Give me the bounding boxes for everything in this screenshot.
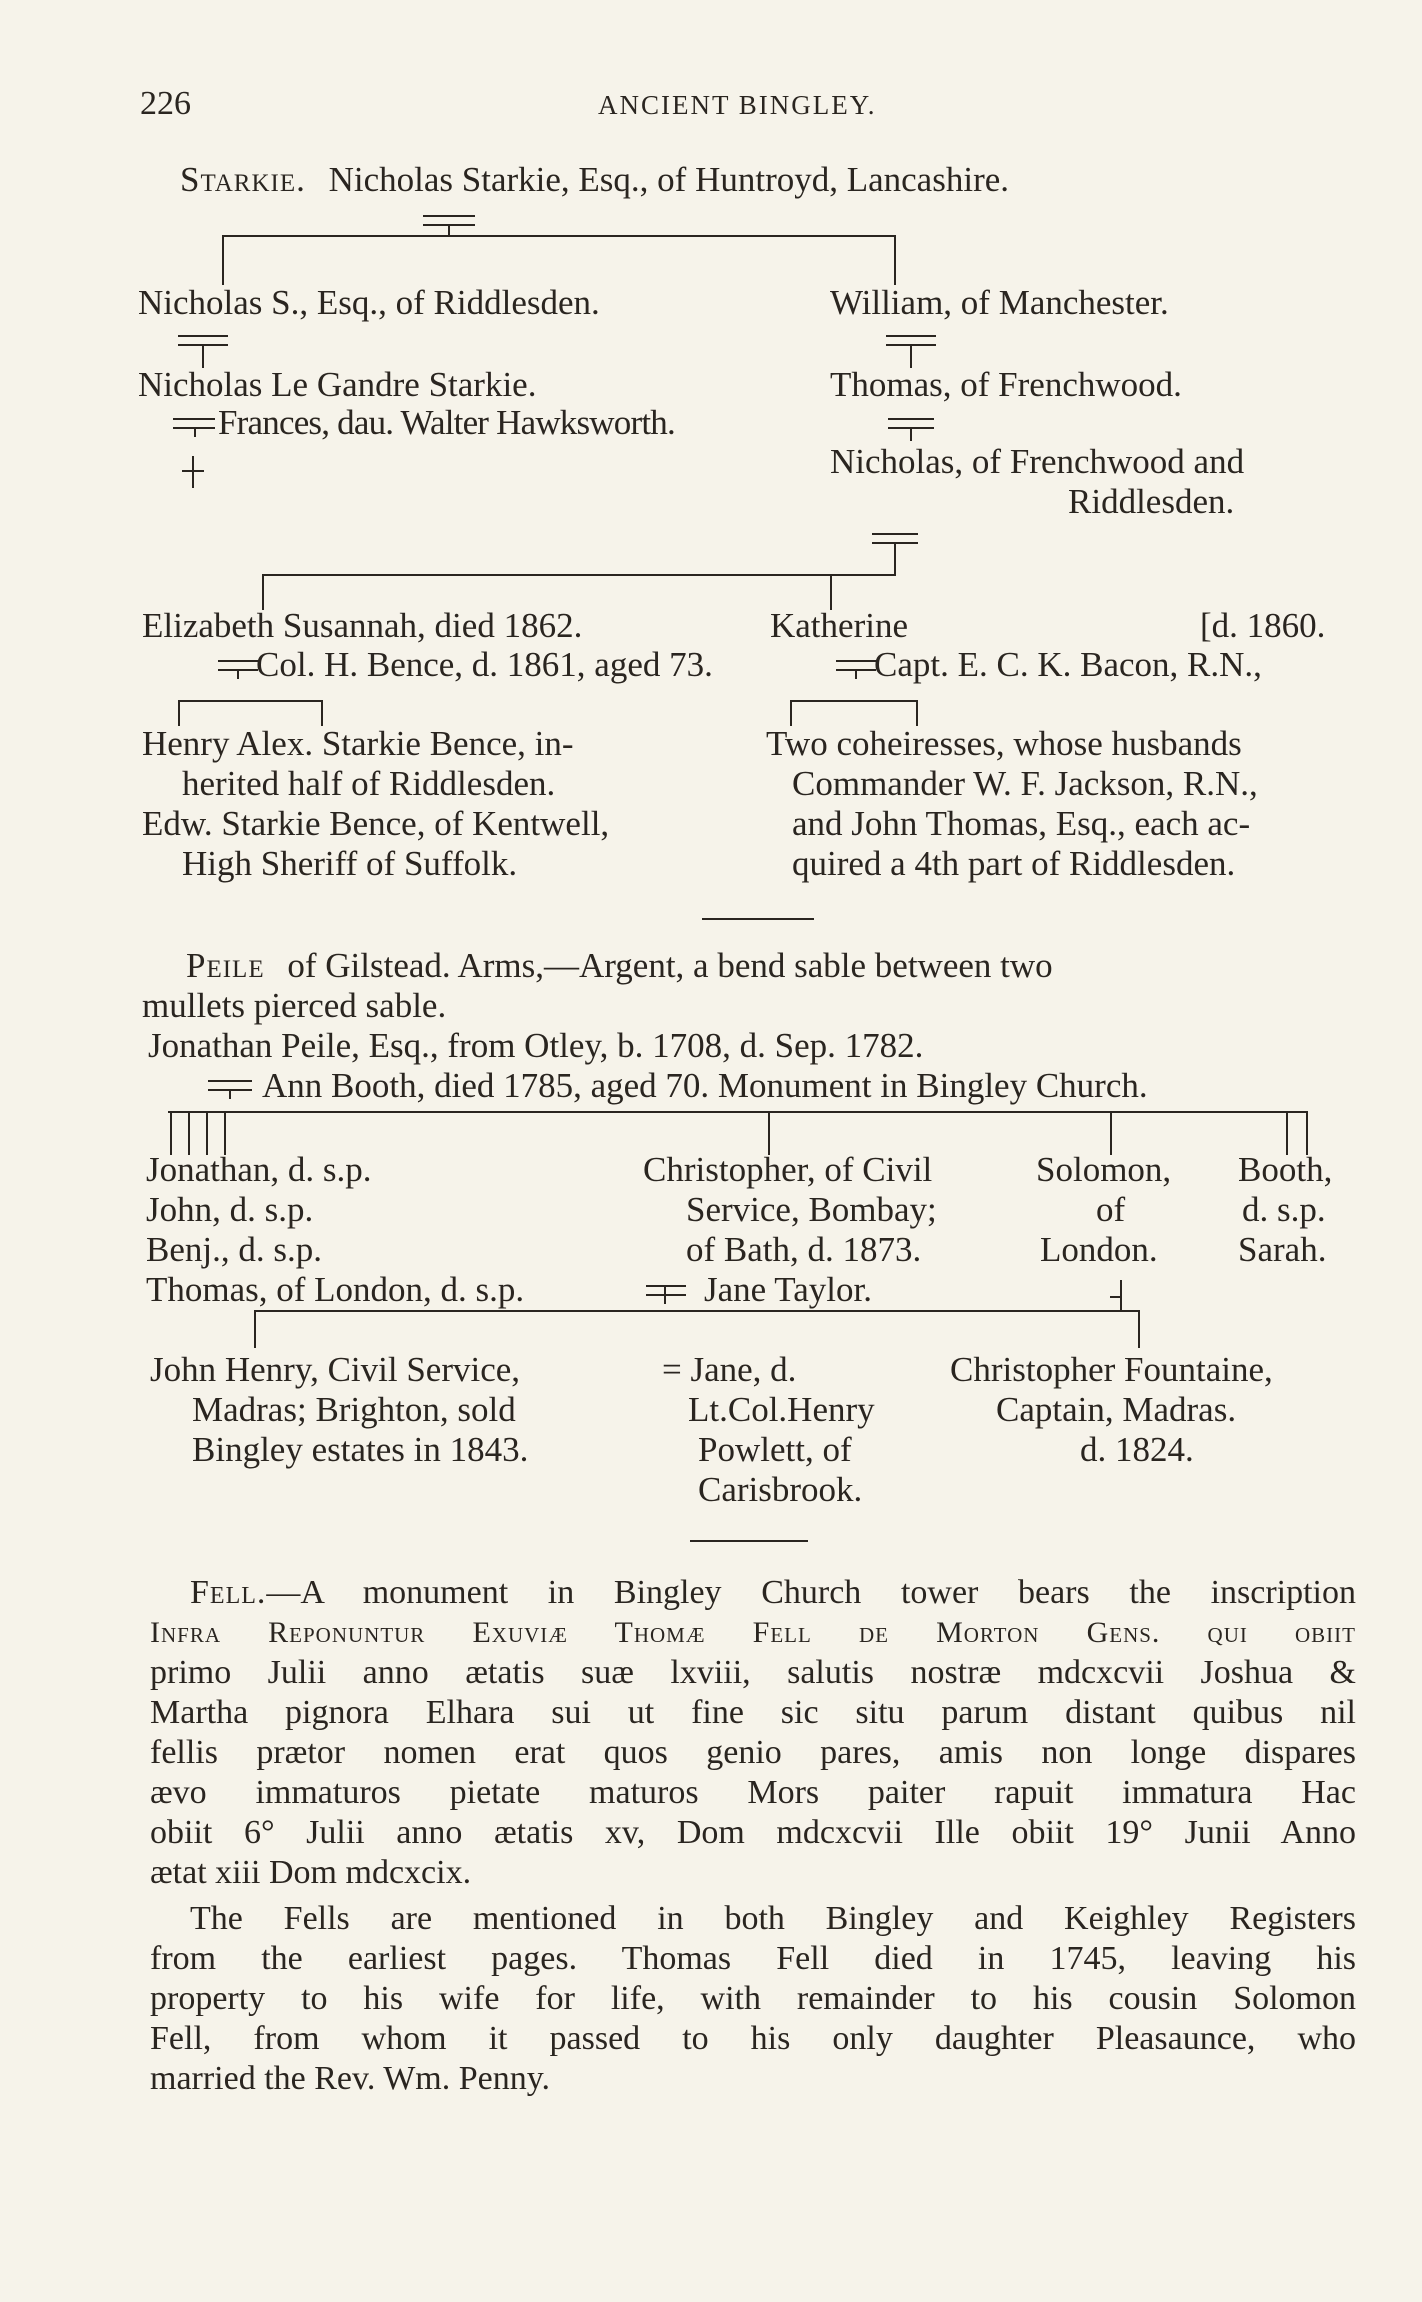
peile-label: Peile <box>186 946 265 985</box>
descent-line <box>768 1111 770 1155</box>
starkie-label: Starkie. <box>180 160 306 199</box>
fell-line-7: obiit 6° Julii anno ætatis xv, Dom mdcxcvii Ille obiit 19° Junii Anno <box>150 1814 1356 1851</box>
christopher-fountaine-1: Christopher Fountaine, <box>950 1350 1273 1389</box>
peile-child-christopher-1: Christopher, of Civil <box>643 1150 933 1189</box>
descent-line <box>262 574 264 610</box>
jane-taylor: Jane Taylor. <box>704 1270 872 1309</box>
john-henry-2: Madras; Brighton, sold <box>192 1390 516 1429</box>
jane-powlett-2: Lt.Col.Henry <box>688 1390 875 1429</box>
descent-line <box>237 669 239 679</box>
cross-sign <box>1120 1280 1122 1310</box>
sibling-line <box>178 700 323 702</box>
marriage-sign <box>208 1080 252 1082</box>
col-bence: Col. H. Bence, d. 1861, aged 73. <box>256 645 713 684</box>
fell-line-1-text: —A monument in Bingley Church tower bears the inscription <box>266 1574 1356 1611</box>
peile-child-booth-2: d. s.p. <box>1242 1190 1326 1229</box>
bence-issue-4: High Sheriff of Suffolk. <box>182 844 518 883</box>
john-henry-3: Bingley estates in 1843. <box>192 1430 529 1469</box>
fell-para2-4: Fell, from whom it passed to his only daughter Pleasaunce, who <box>150 2020 1356 2057</box>
fell-line-6: ævo immaturos pietate maturos Mors paiter rapuit immatura Hac <box>150 1774 1356 1811</box>
marriage-sign <box>872 533 918 535</box>
descent-line <box>170 1111 172 1155</box>
marriage-sign <box>888 418 934 420</box>
sibling-line <box>790 700 918 702</box>
marriage-sign <box>836 660 876 662</box>
fell-label: Fell. <box>190 1574 267 1611</box>
peile-child-thomas: Thomas, of London, d. s.p. <box>146 1270 525 1309</box>
katherine-death: [d. 1860. <box>1200 606 1326 645</box>
marriage-sign <box>646 1285 686 1287</box>
peile-intro-line <box>186 946 1360 986</box>
cross-sign <box>182 470 204 472</box>
descent-line <box>321 700 323 726</box>
starkie-root-line <box>180 160 1009 200</box>
fell-line-1 <box>190 1573 1356 1613</box>
sibling-line <box>168 1111 1308 1113</box>
marriage-sign <box>423 215 475 217</box>
descent-line <box>178 700 180 726</box>
section-divider <box>702 918 814 920</box>
nicholas-riddlesden: Nicholas S., Esq., of Riddlesden. <box>138 283 600 322</box>
descent-line <box>916 700 918 726</box>
nicholas-frenchwood-2: Riddlesden. <box>1068 482 1235 521</box>
fell-line-8: ætat xiii Dom mdcxcix. <box>150 1854 472 1891</box>
peile-child-jonathan: Jonathan, d. s.p. <box>146 1150 372 1189</box>
elizabeth-susannah: Elizabeth Susannah, died 1862. <box>142 606 583 645</box>
descent-line <box>910 427 912 441</box>
sibling-line <box>254 1310 1140 1312</box>
bacon-issue-3: and John Thomas, Esq., each ac- <box>792 804 1251 843</box>
peile-child-benj: Benj., d. s.p. <box>146 1230 322 1269</box>
descent-line <box>222 235 224 285</box>
peile-child-solomon-1: Solomon, <box>1036 1150 1172 1189</box>
descent-line <box>830 574 832 610</box>
nicholas-le-gandre: Nicholas Le Gandre Starkie. <box>138 365 537 404</box>
bence-issue-3: Edw. Starkie Bence, of Kentwell, <box>142 804 610 843</box>
peile-child-christopher-3: of Bath, d. 1873. <box>686 1230 922 1269</box>
peile-child-john: John, d. s.p. <box>146 1190 314 1229</box>
nicholas-frenchwood-1: Nicholas, of Frenchwood and <box>830 442 1245 481</box>
william-manchester: William, of Manchester. <box>830 283 1169 322</box>
descent-line <box>206 1111 208 1155</box>
john-henry-1: John Henry, Civil Service, <box>150 1350 521 1389</box>
sibling-line <box>222 235 896 237</box>
marriage-sign <box>646 1294 686 1296</box>
marriage-sign <box>178 335 228 337</box>
fell-line-4: Martha pignora Elhara sui ut fine sic situ parum distant quibus nil <box>150 1694 1356 1731</box>
descent-line <box>855 669 857 679</box>
frances-hawksworth: Frances, dau. Walter Hawksworth. <box>218 403 675 442</box>
peile-child-christopher-2: Service, Bombay; <box>686 1190 937 1229</box>
descent-line <box>664 1285 666 1304</box>
descent-line <box>894 235 896 285</box>
jane-powlett-4: Carisbrook. <box>698 1470 863 1509</box>
fell-line-2: Infra Reponuntur Exuviæ Thomæ Fell de Morton Gens. qui obiit <box>150 1616 1356 1649</box>
peile-child-booth: Booth, <box>1238 1150 1333 1189</box>
sibling-line <box>262 574 896 576</box>
marriage-sign <box>886 335 936 337</box>
descent-line <box>790 700 792 726</box>
thomas-frenchwood: Thomas, of Frenchwood. <box>830 365 1182 404</box>
fell-para2-1: The Fells are mentioned in both Bingley and Keighley Registers <box>190 1900 1356 1937</box>
cross-sign <box>192 456 194 488</box>
fell-para2-2: from the earliest pages. Thomas Fell died in 1745, leaving his <box>150 1940 1356 1977</box>
peile-child-solomon-2: of <box>1096 1190 1126 1229</box>
marriage-sign <box>218 660 258 662</box>
descent-line <box>1306 1111 1308 1155</box>
running-title: ANCIENT BINGLEY. <box>598 90 877 120</box>
peile-child-solomon-3: London. <box>1040 1230 1158 1269</box>
section-divider <box>690 1540 808 1542</box>
fell-line-5: fellis prætor nomen erat quos genio pares, amis non longe dispares <box>150 1734 1356 1771</box>
descent-line <box>188 1111 190 1155</box>
christopher-fountaine-3: d. 1824. <box>1080 1430 1194 1469</box>
fell-line-3: primo Julii anno ætatis suæ lxviii, salutis nostræ mdcxcvii Joshua & <box>150 1654 1356 1691</box>
bacon-issue-4: quired a 4th part of Riddlesden. <box>792 844 1236 883</box>
descent-line <box>1286 1111 1288 1155</box>
descent-line <box>254 1310 256 1348</box>
peile-intro: of Gilstead. Arms,—Argent, a bend sable between two <box>287 946 1053 985</box>
bence-issue-1: Henry Alex. Starkie Bence, in- <box>142 724 574 763</box>
peile-child-sarah: Sarah. <box>1238 1230 1327 1269</box>
bacon-issue-2: Commander W. F. Jackson, R.N., <box>792 764 1258 803</box>
ann-booth: Ann Booth, died 1785, aged 70. Monument in Bingley Church. <box>262 1066 1148 1105</box>
descent-line <box>229 1089 231 1099</box>
bacon-issue-1: Two coheiresses, whose husbands <box>766 724 1242 763</box>
page-number: 226 <box>140 85 191 122</box>
descent-line <box>1138 1310 1140 1348</box>
christopher-fountaine-2: Captain, Madras. <box>996 1390 1237 1429</box>
starkie-root: Nicholas Starkie, Esq., of Huntroyd, Lancashire. <box>328 160 1010 199</box>
jonathan-peile: Jonathan Peile, Esq., from Otley, b. 1708, d. Sep. 1782. <box>148 1026 924 1065</box>
fell-para2-5: married the Rev. Wm. Penny. <box>150 2060 551 2097</box>
fell-para2-3: property to his wife for life, with remainder to his cousin Solomon <box>150 1980 1356 2017</box>
descent-line <box>224 1111 226 1155</box>
capt-bacon: Capt. E. C. K. Bacon, R.N., <box>874 645 1262 684</box>
cross-sign <box>1110 1296 1122 1298</box>
jane-powlett-1: = Jane, d. <box>662 1350 797 1389</box>
marriage-sign <box>173 418 215 420</box>
peile-intro-2: mullets pierced sable. <box>142 986 447 1025</box>
descent-line <box>894 542 896 576</box>
descent-line <box>194 427 196 437</box>
katherine: Katherine <box>770 606 908 645</box>
bence-issue-2: herited half of Riddlesden. <box>182 764 556 803</box>
descent-line <box>1110 1111 1112 1155</box>
jane-powlett-3: Powlett, of <box>698 1430 852 1469</box>
